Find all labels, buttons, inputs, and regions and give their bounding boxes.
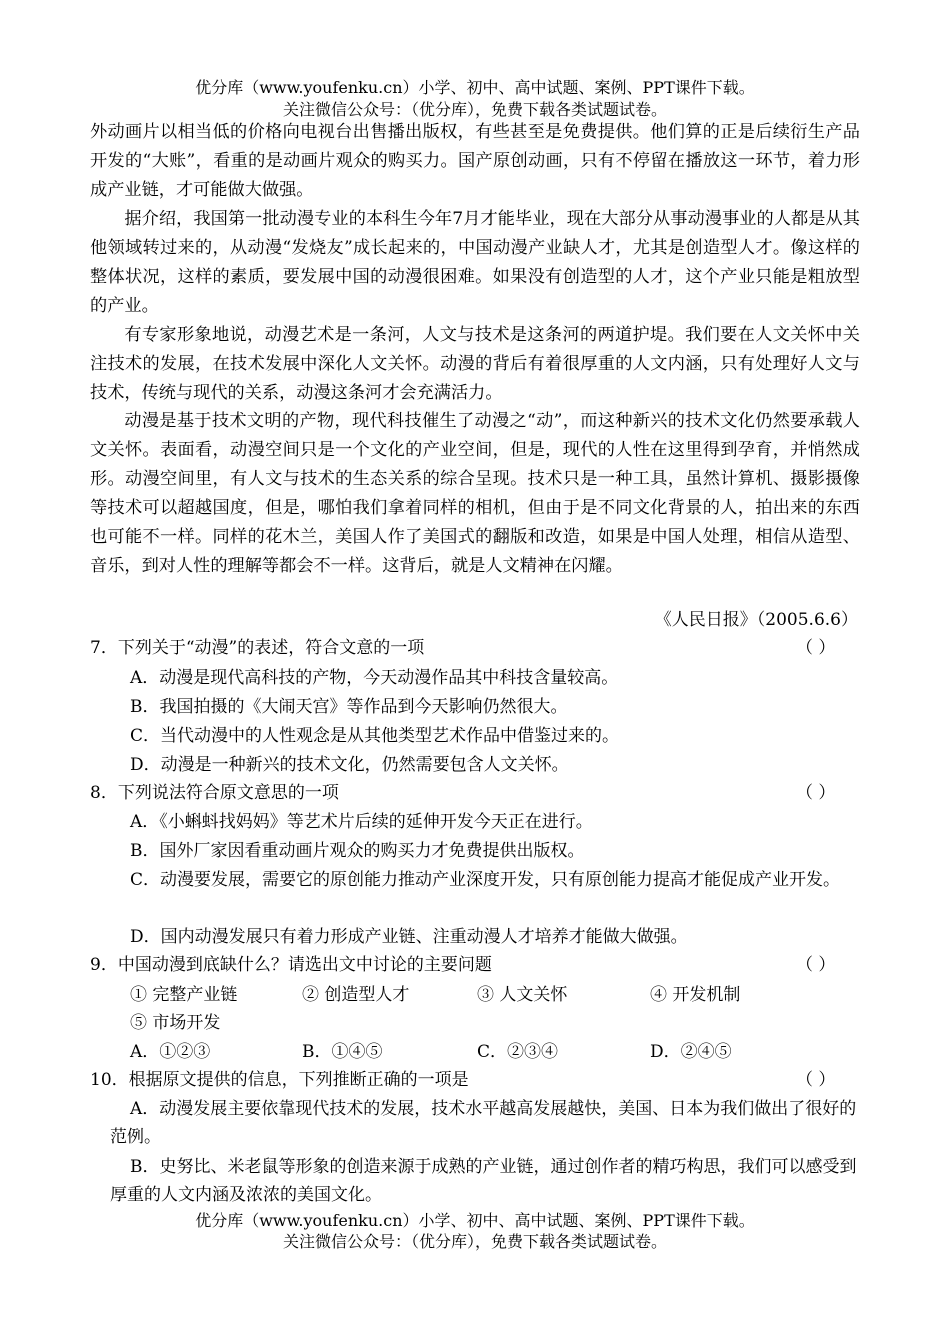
question-7-option-b: B．我国拍摄的《大闹天宫》等作品到今天影响仍然很大。 bbox=[130, 697, 568, 717]
question-7-stem: 7．下列关于“动漫”的表述，符合文意的一项 bbox=[90, 638, 425, 658]
question-8-answer-blank: （ ） bbox=[796, 783, 836, 803]
question-9-option-a: A．①②③ bbox=[130, 1042, 211, 1062]
question-10-option-b: B．史努比、米老鼠等形象的创造来源于成熟的产业链，通过创作者的精巧构思，我们可以感受到厚重的人文内涵及浓浓的美国文化。 bbox=[110, 1157, 857, 1205]
question-8-option-c: C．动漫要发展，需要它的原创能力推动产业深度开发，只有原创能力提高才能促成产业开发。 bbox=[130, 870, 841, 890]
question-9-option-d: D．②④⑤ bbox=[650, 1042, 732, 1062]
passage-paragraph-4: 动漫是基于技术文明的产物，现代科技催生了动漫之“动”，而这种新兴的技术文化仍然要承载人文关怀。表面看，动漫空间只是一个文化的产业空间，但是，现代的人性在这里得到孕育，并悄然成形。动漫空间里，有人文与技术的生态关系的综合呈现。技术只是一种工具，虽然计算机、摄影摄像等技术可以超越国度，但是，哪怕我们拿着同样的相机，但由于是不同文化背景的人，拍出来的东西也可能不一样。同样的花木兰，美国人作了美国式的翻版和改造，如果是中国人处理，相信从造型、音乐，到对人性的理解等都会不一样。这背后，就是人文精神在闪耀。 bbox=[90, 411, 860, 576]
question-7-answer-blank: （ ） bbox=[796, 638, 836, 658]
footer-line-2: 关注微信公众号：（优分库），免费下载各类试题试卷。 bbox=[282, 1232, 667, 1251]
question-10-answer-blank: （ ） bbox=[796, 1070, 836, 1090]
passage-source: 《人民日报》（2005.6.6） bbox=[654, 610, 858, 630]
question-9-item-3: ③ 人文关怀 bbox=[477, 985, 568, 1005]
question-10-option-a: A．动漫发展主要依靠现代技术的发展，技术水平越高发展越快，美国、日本为我们做出了很好的范例。 bbox=[110, 1099, 857, 1147]
question-9-item-4: ④ 开发机制 bbox=[650, 985, 741, 1005]
question-7-option-d: D．动漫是一种新兴的技术文化，仍然需要包含人文关怀。 bbox=[130, 755, 569, 775]
question-9-item-2: ② 创造型人才 bbox=[302, 985, 410, 1005]
question-8-stem: 8．下列说法符合原文意思的一项 bbox=[90, 783, 339, 803]
header-line-1: 优分库（www.youfenku.cn）小学、初中、高中试题、案例、PPT课件下载。 bbox=[195, 78, 755, 97]
question-9-answer-blank: （ ） bbox=[796, 955, 836, 975]
question-8-option-d: D．国内动漫发展只有着力形成产业链、注重动漫人才培养才能做大做强。 bbox=[130, 927, 688, 947]
question-9-item-1: ① 完整产业链 bbox=[130, 985, 238, 1005]
question-8-option-b: B．国外厂家因看重动画片观众的购买力才免费提供出版权。 bbox=[130, 841, 585, 861]
passage-paragraph-1: 外动画片以相当低的价格向电视台出售播出版权，有些甚至是免费提供。他们算的正是后续衍生产品开发的“大账”，看重的是动画片观众的购买力。国产原创动画，只有不停留在播放这一环节，着力形成产业链，才可能做大做强。 bbox=[90, 122, 860, 200]
question-8-option-a: A．《小蝌蚪找妈妈》等艺术片后续的延伸开发今天正在进行。 bbox=[130, 812, 593, 832]
question-9-stem: 9．中国动漫到底缺什么？请选出文中讨论的主要问题 bbox=[90, 955, 492, 975]
footer-line-1: 优分库（www.youfenku.cn）小学、初中、高中试题、案例、PPT课件下载。 bbox=[195, 1211, 755, 1230]
question-9-option-b: B．①④⑤ bbox=[302, 1042, 383, 1062]
question-10-stem: 10．根据原文提供的信息，下列推断正确的一项是 bbox=[90, 1070, 469, 1090]
question-9-item-5: ⑤ 市场开发 bbox=[130, 1013, 221, 1033]
question-7-option-c: C．当代动漫中的人性观念是从其他类型艺术作品中借鉴过来的。 bbox=[130, 726, 620, 746]
question-7-option-a: A．动漫是现代高科技的产物，今天动漫作品其中科技含量较高。 bbox=[130, 668, 619, 688]
question-9-option-c: C．②③④ bbox=[477, 1042, 559, 1062]
header-line-2: 关注微信公众号：（优分库），免费下载各类试题试卷。 bbox=[282, 100, 667, 119]
passage-paragraph-3: 有专家形象地说，动漫艺术是一条河，人文与技术是这条河的两道护堤。我们要在人文关怀中关注技术的发展，在技术发展中深化人文关怀。动漫的背后有着很厚重的人文内涵，只有处理好人文与技术，传统与现代的关系，动漫这条河才会充满活力。 bbox=[90, 325, 860, 403]
passage-paragraph-2: 据介绍，我国第一批动漫专业的本科生今年7月才能毕业，现在大部分从事动漫事业的人都是从其他领域转过来的，从动漫“发烧友”成长起来的，中国动漫产业缺人才，尤其是创造型人才。像这样的整体状况，这样的素质，要发展中国的动漫很困难。如果没有创造型的人才，这个产业只能是粗放型的产业。 bbox=[90, 209, 860, 316]
